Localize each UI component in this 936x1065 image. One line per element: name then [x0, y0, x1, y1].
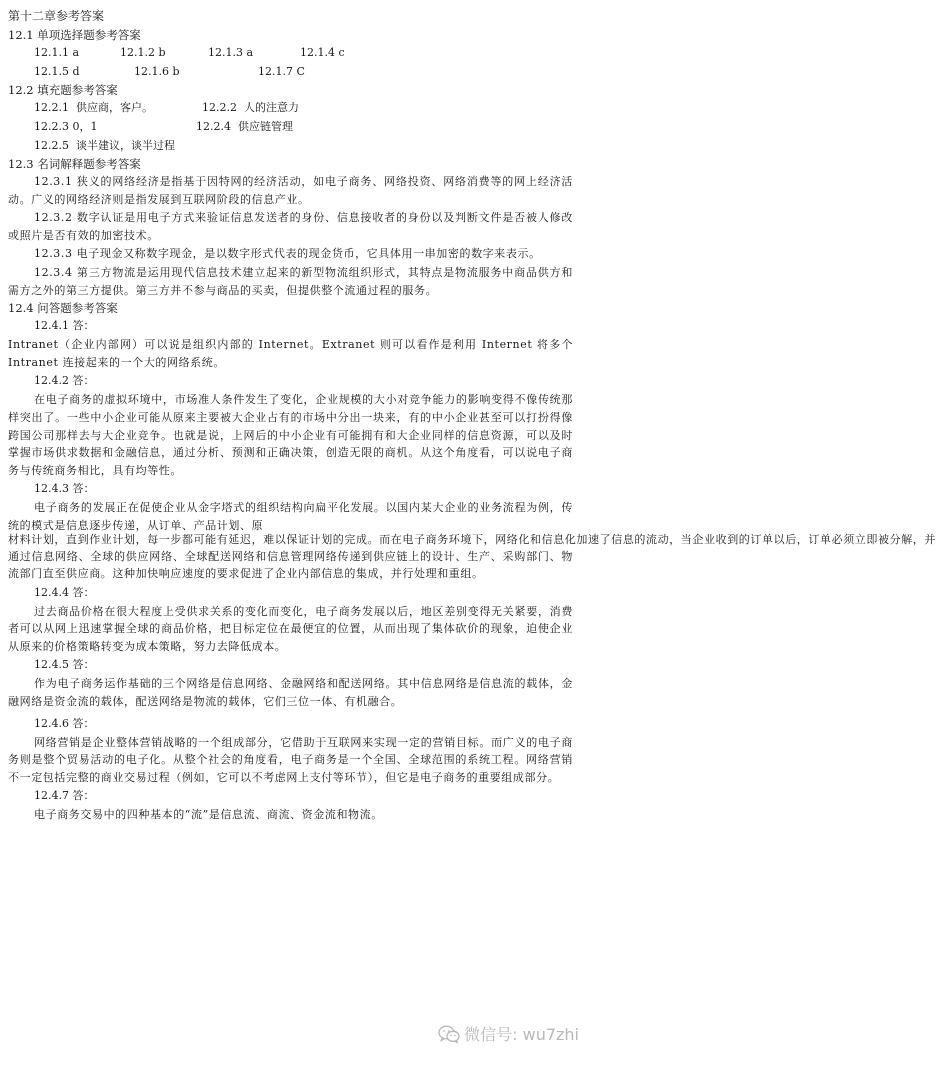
qa-answer-4: 过去商品价格在很大程度上受供求关系的变化而变化，电子商务发展以后，地区差别变得无关紧要，消费者可以从网上迅速掌握全球的商品价格，把目标定位在最便宜的位置，从而出现了集体砍价的现象，迫使企业从原来的价格策略转变为成本策略，努力去降低成本。	[8, 604, 573, 653]
choice-answer: 12.1.7 C	[258, 65, 305, 78]
fill-answer: 12.2.2 人的注意力	[202, 101, 299, 114]
watermark-text: 微信号: wu7zhi	[464, 1025, 579, 1044]
qa-label-3: 12.4.3 答：	[34, 482, 95, 496]
qa-answer-3b-cut-line: 材料计划，直到作业计划，每一步都可能有延迟，难以保证计划的完成。而在电子商务环境下，网络化和信息化加速了信息的流动，当企业收到的订单以后，订单必须立即被分解，并	[8, 532, 936, 546]
qa-answer-2: 在电子商务的虚拟环境中，市场准人条件发生了变化，企业规模的大小对竞争能力的影响变得不像传统那样突出了。一些中小企业可能从原来主要被大企业占有的市场中分出一块来，有的中小企业甚至可以打扮得像跨国公司那样去与大企业竞争。也就是说，上网后的中小企业有可能拥有和大企业同样的信息资源，可以及时掌握市场供求数据和金融信息，通过分析、预测和正确决策，创造无限的商机。从这个角度看，可以说电子商务与传统商务相比，具有均等性。	[8, 393, 573, 477]
qa-answer-1: Intranet（企业内部网）可以说是组织内部的 Internet。Extranet 则可以看作是利用 Internet 将多个 Intranet 连接起来的一个大的网络系统。	[8, 338, 573, 369]
qa-answer-7: 电子商务交易中的四种基本的“流”是信息流、商流、资金流和物流。	[34, 808, 383, 822]
qa-answer-3c: 通过信息网络、全球的供应网络、全球配送网络和信息管理网络传递到供应链上的设计、生产、采购部门、物流部门直至供应商。这种加快响应速度的要求促进了企业内部信息的集成，并行处理和重组。	[8, 549, 573, 581]
section-heading-qa: 12.4 问答题参考答案	[8, 301, 118, 316]
section-heading-terms: 12.3 名词解释题参考答案	[8, 157, 141, 171]
qa-label-4: 12.4.4 答：	[34, 585, 95, 599]
choice-answer: 12.1.3 a	[208, 46, 254, 59]
fill-answer: 12.2.4 供应链管理	[196, 120, 293, 133]
qa-label-1: 12.4.1 答：	[34, 319, 95, 333]
term-answer-3: 12.3.3 电子现金又称数字现金，是以数字形式代表的现金货币，它具体用一串加密的数字来表示。	[34, 247, 541, 261]
choice-answer: 12.1.2 b	[120, 46, 166, 59]
watermark	[438, 1022, 579, 1045]
choice-answer: 12.1.4 c	[300, 46, 345, 59]
qa-label-5: 12.4.5 答：	[34, 658, 95, 672]
choice-row-1	[8, 44, 573, 61]
choice-answer: 12.1.5 d	[34, 65, 80, 78]
qa-label-7: 12.4.7 答：	[34, 789, 95, 803]
term-answer-1: 12.3.1 狭义的网络经济是指基于因特网的经济活动，如电子商务、网络投资、网络消费等的网上经济活动。广义的网络经济则是指发展到互联网阶段的信息产业。	[8, 175, 573, 206]
fill-answer: 12.2.1 供应商，客户。	[34, 101, 153, 114]
fill-row-1	[8, 99, 573, 116]
fill-row-3	[8, 137, 573, 154]
fill-answer: 12.2.5 谈半建议，谈半过程	[34, 139, 175, 152]
fill-row-2	[8, 118, 573, 135]
wechat-icon	[438, 1025, 460, 1043]
term-answer-4: 12.3.4 第三方物流是运用现代信息技术建立起来的新型物流组织形式，其特点是物流服务中商品供方和需方之外的第三方提供。第三方并不参与商品的买卖，但提供整个流通过程的服务。	[8, 265, 573, 297]
section-heading-single-choice: 12.1 单项选择题参考答案	[8, 28, 141, 42]
qa-answer-6: 网络营销是企业整体营销战略的一个组成部分，它借助于互联网来实现一定的营销目标。而广义的电子商务则是整个贸易活动的电子化。从整个社会的角度看，电子商务是一个全国、全球范围的系统工程。网络营销不一定包括完整的商业交易过程（例如，它可以不考虑网上支付等环节），但它是电子商务的重要组成部分。	[8, 735, 573, 784]
term-answer-2: 12.3.2 数字认证是用电子方式来验证信息发送者的身份、信息接收者的身份以及判断文件是否被人修改或照片是否有效的加密技术。	[8, 211, 573, 242]
qa-answer-5: 作为电子商务运作基础的三个网络是信息网络、金融网络和配送网络。其中信息网络是信息流的载体，金融网络是资金流的载体，配送网络是物流的载体，它们三位一体、有机融合。	[8, 677, 573, 709]
fill-answer: 12.2.3 0，1	[34, 120, 98, 133]
section-heading-fill-blank: 12.2 填充题参考答案	[8, 83, 118, 97]
choice-answer: 12.1.6 b	[134, 65, 180, 78]
chapter-title: 第十二章参考答案	[8, 9, 105, 23]
choice-row-2	[8, 63, 573, 80]
qa-label-6: 12.4.6 答：	[34, 716, 95, 730]
qa-answer-3a: 电子商务的发展正在促使企业从金字塔式的组织结构向扁平化发展。以国内某大企业的业务流程为例，传统的模式是信息逐步传递，从订单、产品计划、原	[8, 501, 573, 532]
choice-answer: 12.1.1 a	[34, 46, 80, 59]
qa-label-2: 12.4.2 答：	[34, 374, 95, 388]
